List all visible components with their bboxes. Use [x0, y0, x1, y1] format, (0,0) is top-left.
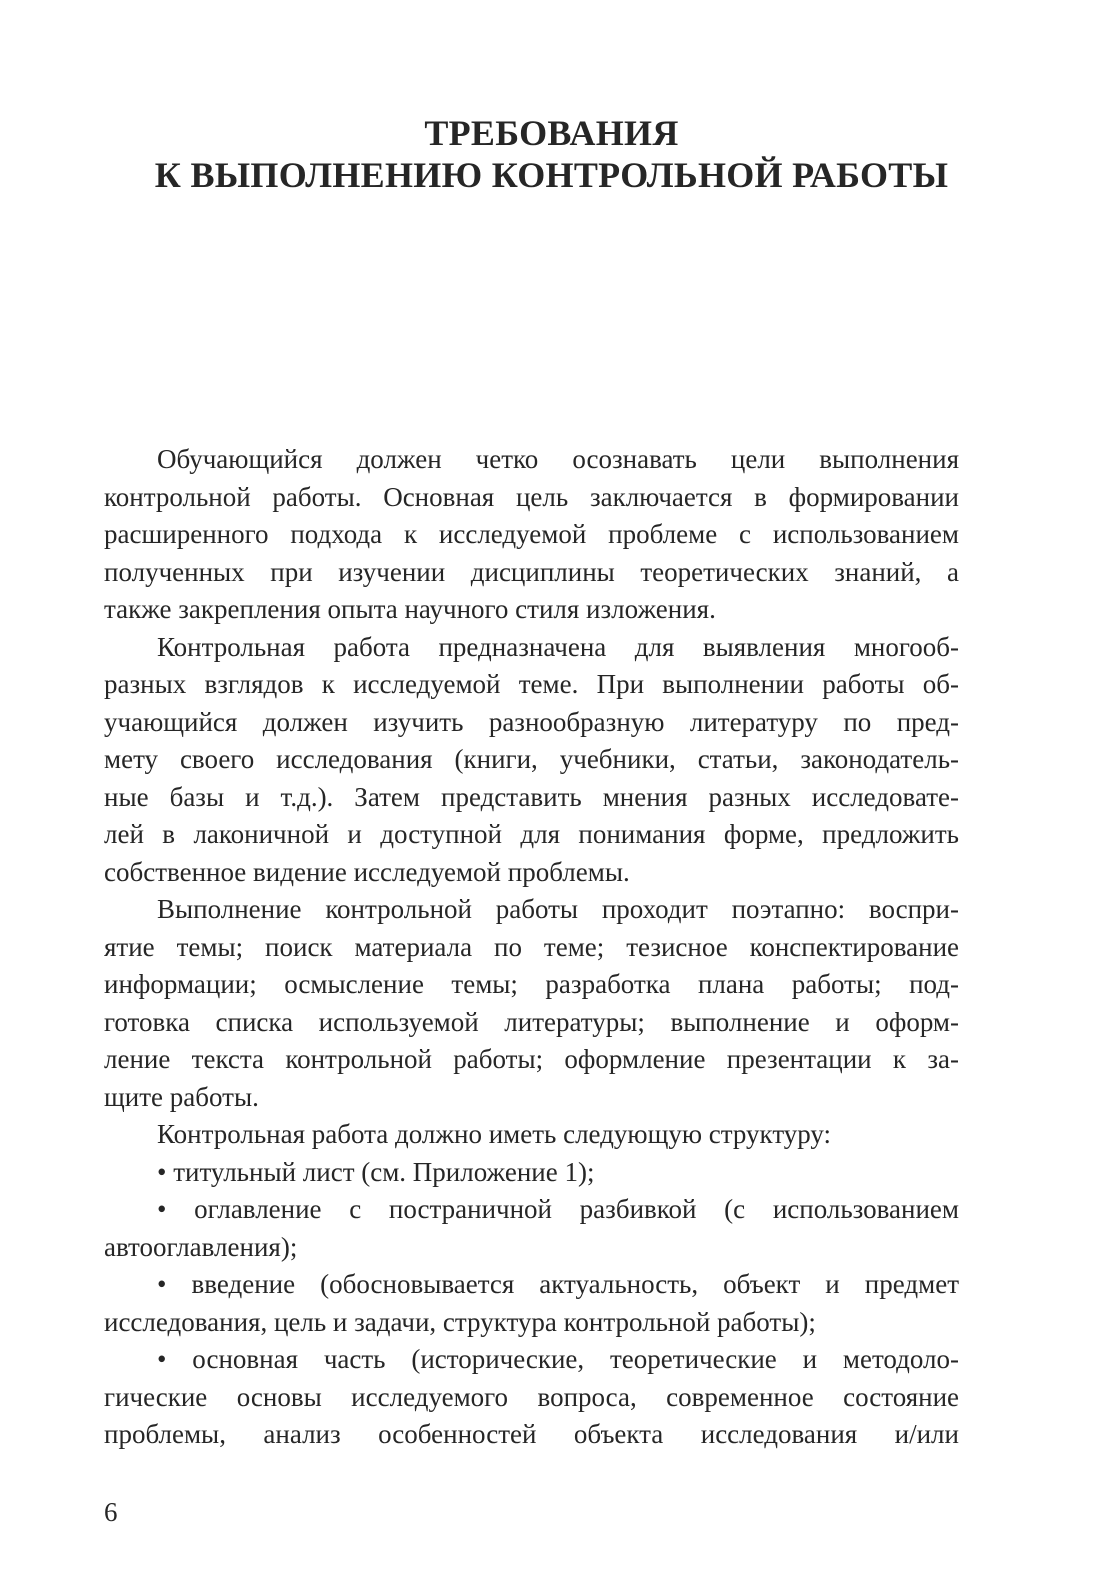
text-line: • введение (обосновывается актуальность, объект и предмет: [157, 1269, 959, 1299]
paragraph-purpose: [104, 441, 959, 629]
text-line: проблемы, анализ особенностей объекта исследования и/или: [104, 1419, 959, 1449]
title-line-2: К ВЫПОЛНЕНИЮ КОНТРОЛЬНОЙ РАБОТЫ: [154, 155, 949, 195]
text-line: Контрольная работа предназначена для выявления многооб-: [157, 631, 959, 662]
paragraph-stages: [104, 891, 959, 1116]
paragraph-structure-intro: [104, 1116, 959, 1154]
text-line: Выполнение контрольной работы проходит поэтапно: воспри-: [157, 894, 959, 924]
paragraph-intent: [104, 629, 959, 892]
text-line: ление текста контрольной работы; оформление презентации к за-: [104, 1044, 959, 1074]
text-line: лей в лаконичной и доступной для понимания форме, предложить: [104, 819, 959, 849]
text-line: Обучающийся должен четко осознавать цели выполнения: [157, 444, 959, 474]
text-line: контрольной работы. Основная цель заключается в формировании: [104, 481, 959, 512]
list-item-introduction: [104, 1266, 959, 1341]
text-line: мету своего исследования (книги, учебники, статьи, законодатель-: [104, 744, 959, 774]
text-line: • оглавление с постраничной разбивкой (с использованием: [157, 1194, 959, 1224]
text-line: • титульный лист (см. Приложение 1);: [157, 1156, 595, 1187]
text-line: учающийся должен изучить разнообразную литературу по пред-: [104, 706, 959, 737]
body-text: [104, 441, 959, 1454]
list-item-main-part: [104, 1341, 959, 1454]
text-line: готовка списка используемой литературы; выполнение и оформ-: [104, 1006, 959, 1037]
list-item-title-page: [104, 1154, 959, 1192]
text-line: • основная часть (исторические, теоретические и методоло-: [157, 1344, 959, 1374]
text-line: ятие темы; поиск материала по теме; тезисное конспектирование: [104, 931, 959, 962]
text-line: информации; осмысление темы; разработка плана работы; под-: [104, 969, 959, 999]
text-line: разных взглядов к исследуемой теме. При выполнении работы об-: [104, 669, 959, 699]
page-number: 6: [104, 1497, 118, 1527]
text-line: также закрепления опыта научного стиля изложения.: [104, 594, 716, 624]
text-line: автооглавления);: [104, 1231, 298, 1262]
text-line: щите работы.: [104, 1081, 259, 1112]
text-line: полученных при изучении дисциплины теоретических знаний, а: [104, 556, 959, 587]
list-item-table-of-contents: [104, 1191, 959, 1266]
text-line: исследования, цель и задачи, структура контрольной работы);: [104, 1306, 816, 1337]
text-line: ные базы и т.д.). Затем представить мнения разных исследовате-: [104, 781, 959, 812]
text-line: собственное видение исследуемой проблемы.: [104, 856, 630, 887]
text-line: гические основы исследуемого вопроса, современное состояние: [104, 1381, 959, 1412]
page-title: [0, 112, 1103, 196]
text-line: Контрольная работа должно иметь следующую структуру:: [157, 1119, 832, 1149]
title-line-1: ТРЕБОВАНИЯ: [424, 113, 679, 153]
text-line: расширенного подхода к исследуемой проблеме с использованием: [104, 519, 959, 549]
